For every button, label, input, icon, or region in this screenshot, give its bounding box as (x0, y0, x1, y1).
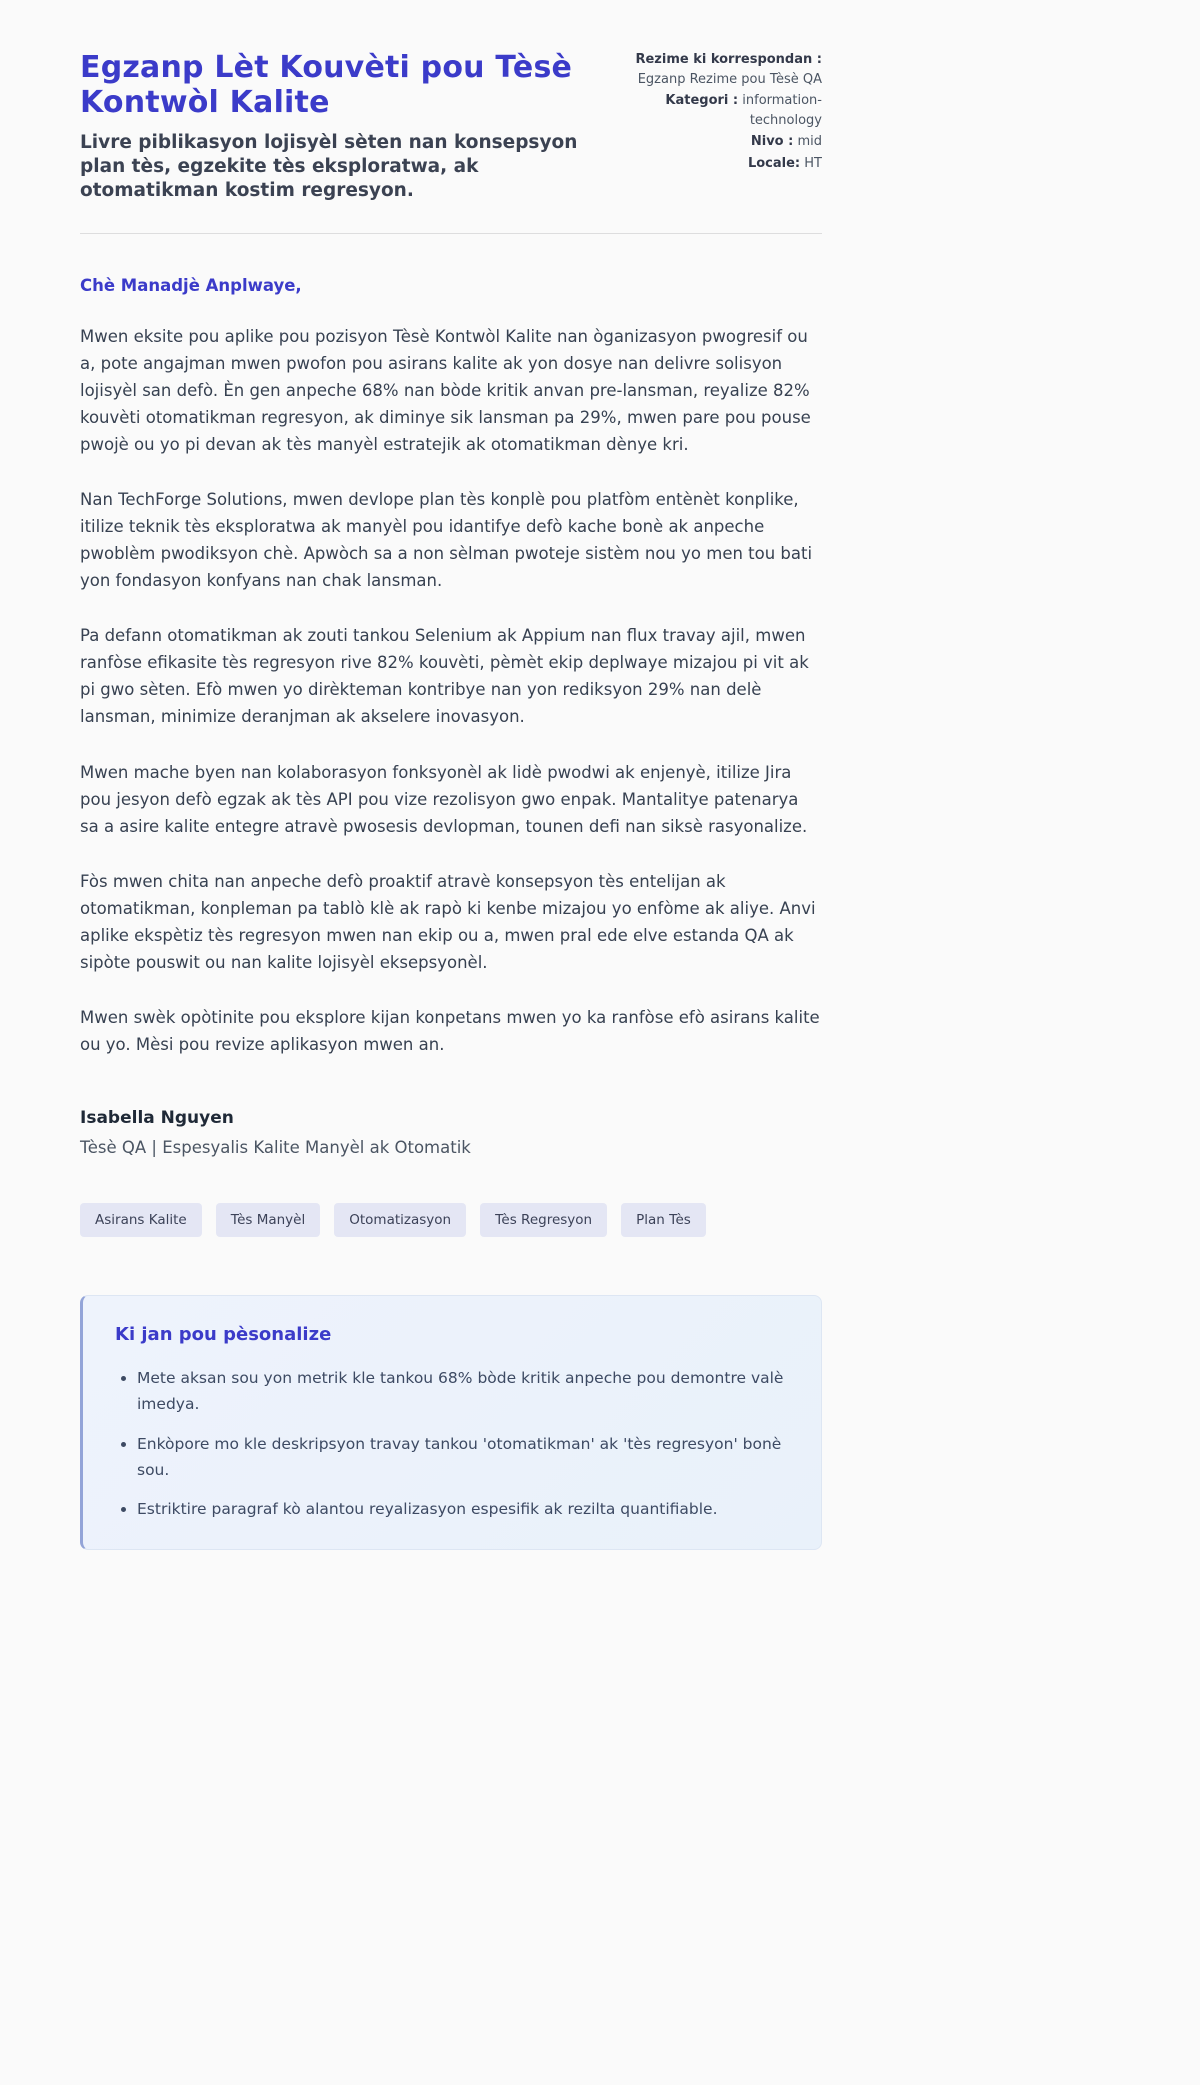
cover-letter-page (80, 0, 822, 1550)
meta-resume-value: Egzanp Rezime pou Tèsè QA (637, 71, 822, 87)
tag-tes-regresyon[interactable]: Tès Regresyon (480, 1203, 607, 1237)
letter-paragraph-1: Mwen eksite pou aplike pou pozisyon Tèsè Kontwòl Kalite nan òganizasyon pwogresif ou a, pote angajman mwen pwofon pou asirans kalite ak yon dosye nan delivre solisyon lojisyèl san defò. Èn gen anpeche 68% nan bòde kritik anvan pre-lansman, reyalize 82% kouvèti otomatikman regresyon, ak diminye sik lansman pa 29%, mwen pare pou pouse pwojè ou yo pi devan ak tès manyèl estratejik ak otomatikman dènye kri. (80, 326, 811, 455)
tip-item-3: • Estriktire paragraf kò alantou reyalizasyon espesifik ak rezilta quantifiable. (137, 1496, 789, 1522)
greeting: Chè Manadjè Anplwaye, (80, 275, 302, 295)
page-title: Egzanp Lèt Kouvèti pou Tèsè Kontwòl Kalite (80, 50, 573, 121)
tip-item-1: • Mete aksan sou yon metrik kle tankou 68% bòde kritik anpeche pou demontre valè imedya. (137, 1365, 789, 1418)
meta-resume-label: Rezime ki korrespondan : (635, 52, 822, 67)
tag-plan-tes[interactable]: Plan Tès (621, 1203, 706, 1237)
tag-list (80, 1203, 822, 1237)
meta-level-label: Nivo : (750, 134, 794, 149)
letter-paragraph-2: Nan TechForge Solutions, mwen devlope plan tès konplè pou platfòm entènèt konplike, itilize teknik tès eksploratwa ak manyèl pou idantifye defò kache bonè ak anpeche pwoblèm pwodiksyon chè. Apwòch sa a non sèlman pwoteje sistèm nou yo men tou bati yon fondasyon konfyans nan chak lansman. (80, 490, 813, 591)
meta-category-label: Kategori : (665, 93, 739, 108)
signature-role: Tèsè QA | Espesyalis Kalite Manyèl ak Otomatik (80, 1137, 471, 1157)
letter-paragraph-5: Fòs mwen chita nan anpeche defò proaktif atravè konsepsyon tès entelijan ak otomatikman, konpleman pa tablò klè ak rapò ki kenbe mizajou yo enfòme ak aliye. Anvi aplike ekspètiz tès regresyon mwen nan ekip ou a, mwen pral ede elve estanda QA ak sipòte pouswit ou nan kalite lojisyèl eksepsyonèl. (80, 871, 816, 972)
tips-box (80, 1295, 822, 1550)
meta-row-resume (612, 50, 822, 89)
letter-paragraph-3: Pa defann otomatikman ak zouti tankou Selenium ak Appium nan flux travay ajil, mwen ranfòse efikasite tès regresyon rive 82% kouvèti, pèmèt ekip deplwaye mizajou pi vit ak pi gwo sèten. Efò mwen yo dirèkteman kontribye nan yon rediksyon 29% nan delè lansman, minimize deranjman ak akselere inovasyon. (80, 626, 809, 727)
meta-locale-label: Locale: (747, 155, 801, 171)
meta-locale-value: HT (804, 155, 822, 171)
tips-title: Ki jan pou pèsonalize (115, 1323, 332, 1345)
tag-asirans-kalite[interactable]: Asirans Kalite (80, 1203, 202, 1237)
letter-body (80, 276, 822, 1550)
meta-panel (612, 50, 822, 175)
letter-paragraph-6: Mwen swèk opòtinite pou eksplore kijan konpetans mwen yo ka ranfòse efò asirans kalite ou yo. Mèsi pou revize aplikasyon mwen an. (80, 1007, 820, 1054)
tag-otomatizasyon[interactable]: Otomatizasyon (334, 1203, 466, 1237)
meta-row-category (612, 91, 822, 130)
meta-row-locale (612, 154, 822, 174)
page-subtitle: Livre piblikasyon lojisyèl sèten nan konsepsyon plan tès, egzekite tès eksploratwa, ak otomatikman kostim regresyon. (80, 131, 578, 201)
tag-tes-manyel[interactable]: Tès Manyèl (216, 1203, 321, 1237)
header-divider (80, 233, 822, 234)
letter-paragraph-4: Mwen mache byen nan kolaborasyon fonksyonèl ak lidè pwodwi ak enjenyè, itilize Jira pou jesyon defò egzak ak tès API pou vize rezolisyon gwo enpak. Mantalitye patenarya sa a asire kalite entegre atravè pwosesis devlopman, tounen defi nan siksè rasyonalize. (80, 762, 808, 836)
meta-row-level (612, 132, 822, 152)
meta-category-value: information-technology (742, 93, 822, 128)
header-titles (80, 50, 580, 203)
signature-name: Isabella Nguyen (80, 1107, 234, 1128)
header (80, 50, 822, 203)
tip-item-2: • Enkòpore mo kle deskripsyon travay tankou 'otomatikman' ak 'tès regresyon' bonè sou. (137, 1431, 789, 1484)
meta-level-value: mid (797, 134, 822, 149)
tips-list (115, 1365, 789, 1523)
